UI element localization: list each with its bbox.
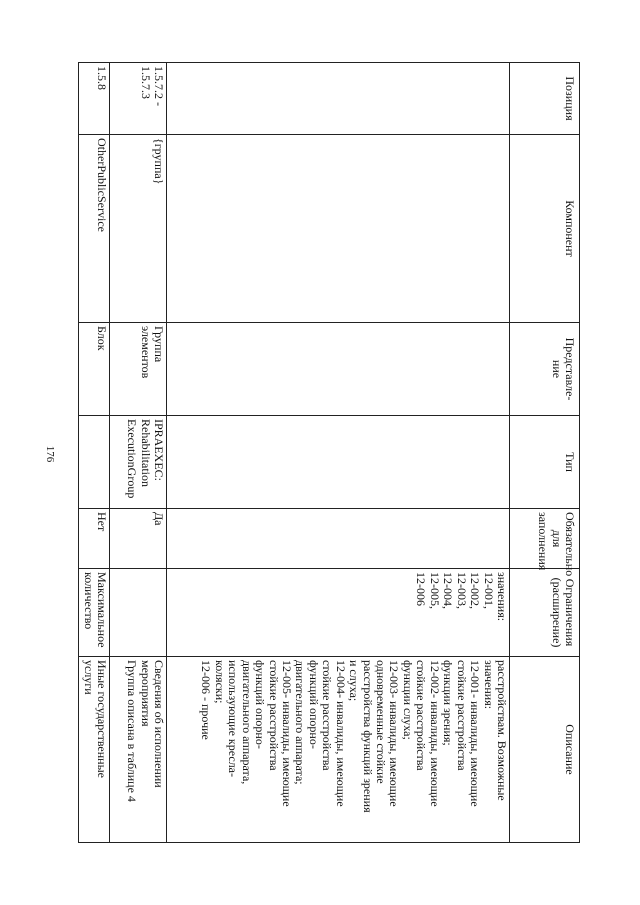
header-component: Компонент [510,135,580,323]
cell-description: Сведения об исполнении мероприятия Группа описана в таблице 4 [110,657,167,843]
cell-required: Нет [79,509,110,569]
cell-required [167,509,510,569]
header-representation: Представле- ние [510,323,580,416]
cell-component: OtherPublicService [79,135,110,323]
header-row [510,63,580,843]
cell-required: Да [110,509,167,569]
header-description: Описание [510,657,580,843]
cell-representation [167,323,510,416]
table-row [167,63,510,843]
cell-type: IPRAEXEC: Rehabilitation ExecutionGroup [110,416,167,509]
cell-position: 1.5.7.2 - 1.5.7.3 [110,63,167,135]
cell-description: Иные государственные услуги [79,657,110,843]
cell-description: расстройствам. Возможные значения: 12-001- инвалиды, имеющие стойкие расстройства функции зрения; 12-002- инвалиды, имеющие стойкие расстройства функции слуха; 12-003- инвалиды, имеющие одновременные стойкие расстройства функций зрения и слуха; 12-004- инвалиды, имеющие стойкие расстройства функций опорно- двигательного аппарата; 12-005- инвалиды, имеющие стойкие расстройства функций опорно- двигательного аппарата, использующие кресла- коляски; 12-006 - прочие [167,657,510,843]
header-position: Позиция [510,63,580,135]
table-row [79,63,110,843]
cell-restriction: значения: 12-001, 12-002, 12-003, 12-004, 12-005, 12-006 [167,569,510,657]
header-required: Обязательно для заполнения [510,509,580,569]
cell-restriction [110,569,167,657]
header-type: Тип [510,416,580,509]
rotated-table-container [79,62,580,842]
cell-type [167,416,510,509]
header-restriction: Ограничения (расширение) [510,569,580,657]
cell-position: 1.5.8 [79,63,110,135]
page-number: 176 [44,445,56,463]
cell-position [167,63,510,135]
table-row [110,63,167,843]
cell-restriction: Максимальное количество [79,569,110,657]
cell-component [167,135,510,323]
cell-component: {группа} [110,135,167,323]
cell-representation: Блок [79,323,110,416]
spec-table [78,62,580,843]
cell-representation: Группа элементов [110,323,167,416]
cell-type [79,416,110,509]
